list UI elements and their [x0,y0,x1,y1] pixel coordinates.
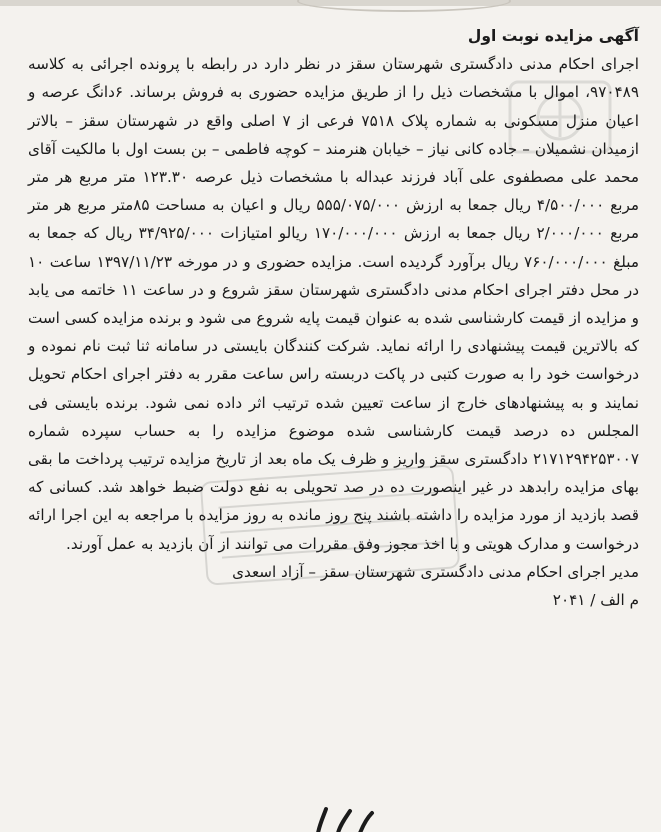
notice-reference: م الف / ۲۰۴۱ [552,591,639,610]
top-ink-mark [297,0,511,12]
notice-body: اجرای احکام مدنی دادگستری شهرستان سقز در نظر دارد در رابطه با پرونده اجرائی به کلاسه ۹۷۰۴۸۹، اموال با مشخصات ذیل را از طریق مزایده حضوری به فروش برساند. ۶دانگ عرصه و اعیان منزل مسکونی به شماره پلاک ۷۵۱۸ فرعی از ۷ اصلی واقع در شهرستان سقز – بالاتر ازمیدان نشمیلان – جاده کانی نیاز – خیابان هنرمند – کوچه فاطمی – بن بست اول با مالکیت آقای محمد علی مصطفوی علی آباد فرزند عبداله با مشخصات ذیل عرصه ۱۲۳.۳۰ متر مربع هر متر مربع ۴/۵۰۰/۰۰۰ ریال جمعا به ارزش ۵۵۵/۰۷۵/۰۰۰ ریال و اعیان به مساحت ۸۵متر مربع هر متر مربع ۲/۰۰۰/۰۰۰ ریال جمعا به ارزش ۱۷۰/۰۰۰/۰۰۰ ریالو امتیازات ۳۴/۹۲۵/۰۰۰ ریال که جمعا به مبلغ ۷۶۰/۰۰۰/۰۰۰ ریال برآورد گردیده است. مزایده حضوری و در مورخه ۱۳۹۷/۱۱/۲۳ ساعت ۱۰ در محل دفتر اجرای احکام مدنی دادگستری شهرستان سقز شروع و در ساعت ۱۱ خاتمه می یابد و مزایده از قیمت کارشناسی شده به عنوان قیمت پایه شروع می شود و برنده مزایده کسی است که بالاترین قیمت پیشنهادی را ارائه نماید. شرکت کنندگان بایستی در سامانه ثنا ثبت نام نموده و درخواست خود را به صورت کتبی در پاکت دربسته راس ساعت مقرر به دفتر اجرای احکام تحویل نمایند و به پیشنهادهای خارج از ساعت تعیین شده ترتیب اثر داده نمی شود. برنده بایستی فی المجلس ده درصد قیمت کارشناسی شده موضوع مزایده را به حساب سپرده شماره ۲۱۷۱۲۹۴۲۵۳۰۰۷ دادگستری سقز واریز و ظرف یک ماه بعد از تاریخ مزایده ترتیب پرداخت ما بقی بهای مزایده رابدهد در غیر اینصورت ده در صد تحویلی به نفع دولت ضبط خواهد شد. کسانی که قصد بازدید از مورد مزایده را داشته باشند پنج روز مانده به روز مزایده با مراجعه به این اجرا ارائه درخواست و مدارک هویتی و با اخذ مجوز وفق مقررات می توانند از آن بازدید به عمل آورند. [28,55,639,553]
handwritten-mark [310,805,380,832]
notice-title: آگهی مزایده نوبت اول [467,27,639,45]
notice-signature: مدیر اجرای احکام مدنی دادگستری شهرستان سقز – آزاد اسعدی [232,562,639,581]
auction-notice [28,22,639,614]
